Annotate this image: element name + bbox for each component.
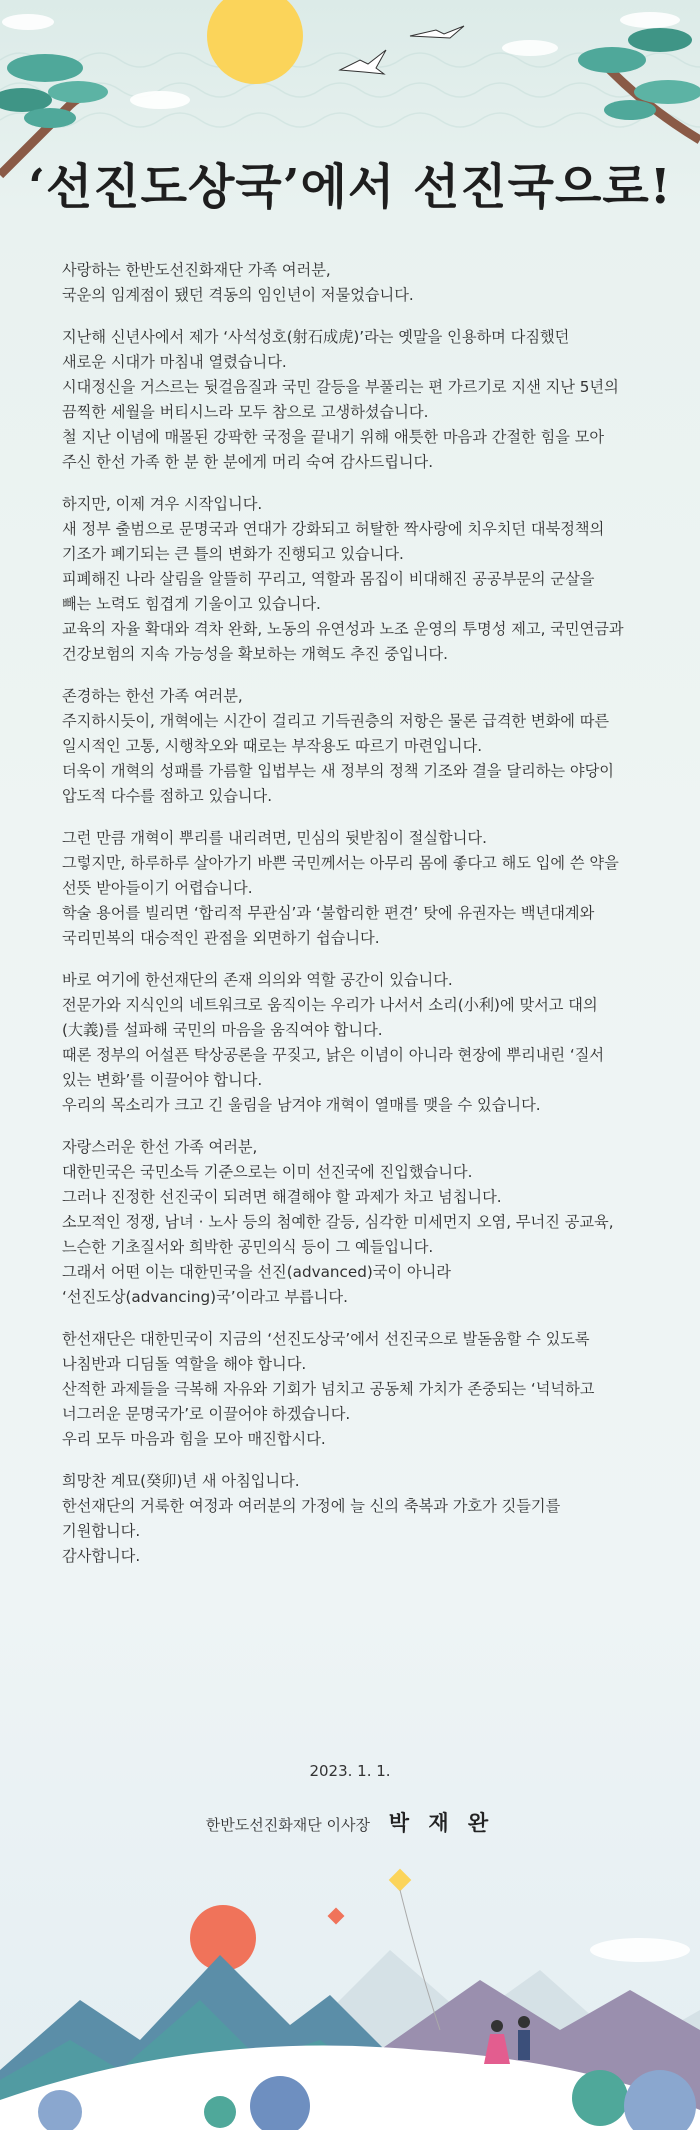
letter-paragraph [62, 492, 652, 667]
letter-body [62, 258, 652, 1586]
letter-paragraph [62, 258, 652, 308]
letter-paragraph [62, 968, 652, 1118]
headline: ‘선진도상국’에서 선진국으로! [28, 159, 672, 215]
letter-line: 자랑스러운 한선 가족 여러분, [62, 1138, 258, 1156]
crane-icon [340, 26, 464, 74]
letter-line: 한선재단은 대한민국이 지금의 ‘선진도상국’에서 선진국으로 발돋움할 수 있도록 [62, 1330, 590, 1348]
letter-line: 일시적인 고통, 시행착오와 때로는 부작용도 따르기 마련입니다. [62, 737, 483, 755]
letter-line: 우리의 목소리가 크고 긴 울림을 남겨야 개혁이 열매를 맺을 수 있습니다. [62, 1096, 541, 1114]
letter-line: 더욱이 개혁의 성패를 가름할 입법부는 새 정부의 정책 기조와 결을 달리하는 야당이 [62, 762, 614, 780]
letter-paragraph [62, 1469, 652, 1569]
letter-line: 교육의 자율 확대와 격차 완화, 노동의 유연성과 노조 운영의 투명성 제고, 국민연금과 [62, 620, 624, 638]
letter-line: 지난해 신년사에서 제가 ‘사석성호(射石成虎)’라는 옛말을 인용하며 다짐했던 [62, 328, 570, 346]
letter-line: 그래서 어떤 이는 대한민국을 선진(advanced)국이 아니라 [62, 1263, 451, 1281]
letter-line: 새 정부 출범으로 문명국과 연대가 강화되고 허탈한 짝사랑에 치우치던 대북정책의 [62, 520, 605, 538]
letter-line: 바로 여기에 한선재단의 존재 의의와 역할 공간이 있습니다. [62, 971, 453, 989]
letter-line: 주신 한선 가족 한 분 한 분에게 머리 숙여 감사드립니다. [62, 453, 434, 471]
letter-line: 빼는 노력도 힘겹게 기울이고 있습니다. [62, 595, 321, 613]
letter-line: 건강보험의 지속 가능성을 확보하는 개혁도 추진 중입니다. [62, 645, 448, 663]
letter-line: 피폐해진 나라 살림을 알뜰히 꾸리고, 역할과 몸집이 비대해진 공공부문의 군살을 [62, 570, 595, 588]
letter-line: 있는 변화’를 이끌어야 합니다. [62, 1071, 263, 1089]
letter-line: 사랑하는 한반도선진화재단 가족 여러분, [62, 261, 331, 279]
signature-title: 한반도선진화재단 이사장 [205, 1816, 370, 1834]
pine-tree-right-icon [578, 28, 700, 140]
letter-line: 존경하는 한선 가족 여러분, [62, 687, 243, 705]
letter-line: 새로운 시대가 마침내 열렸습니다. [62, 353, 287, 371]
letter-line: 기조가 폐기되는 큰 틀의 변화가 진행되고 있습니다. [62, 545, 404, 563]
letter-line: 대한민국은 국민소득 기준으로는 이미 선진국에 진입했습니다. [62, 1163, 473, 1181]
letter-paragraph [62, 1327, 652, 1452]
letter-line: 압도적 다수를 점하고 있습니다. [62, 787, 273, 805]
letter-line: 기원합니다. [62, 1522, 141, 1540]
letter-line: 때론 정부의 어설픈 탁상공론을 꾸짖고, 낡은 이념이 아니라 현장에 뿌리내린 ‘질서 [62, 1046, 605, 1064]
letter-paragraph [62, 325, 652, 475]
letter-line: 그런 만큼 개혁이 뿌리를 내리려면, 민심의 뒷받침이 절실합니다. [62, 829, 487, 847]
footer-scenery [0, 1850, 700, 2130]
letter-line: 선뜻 받아들이기 어렵습니다. [62, 879, 253, 897]
letter-line: 전문가와 지식인의 네트워크로 움직이는 우리가 나서서 소리(小利)에 맞서고 대의 [62, 996, 598, 1014]
letter-line: 시대정신을 거스르는 뒷걸음질과 국민 갈등을 부풀리는 편 가르기로 지샌 지난 5년의 [62, 378, 619, 396]
letter-line: 그러나 진정한 선진국이 되려면 해결해야 할 과제가 차고 넘칩니다. [62, 1188, 502, 1206]
letter-line: 끔찍한 세월을 버티시느라 모두 참으로 고생하셨습니다. [62, 403, 429, 421]
letter-line: 하지만, 이제 겨우 시작입니다. [62, 495, 263, 513]
signature-name: 박 재 완 [388, 1810, 495, 1835]
letter-line: 느슨한 기초질서와 희박한 공민의식 등이 그 예들입니다. [62, 1238, 434, 1256]
letter-line: 그렇지만, 하루하루 살아가기 바쁜 국민께서는 아무리 몸에 좋다고 해도 입에 쓴 약을 [62, 854, 619, 872]
sun-icon [207, 0, 303, 84]
letter-line: 우리 모두 마음과 힘을 모아 매진합시다. [62, 1430, 326, 1448]
letter-paragraph [62, 826, 652, 951]
letter-line: 학술 용어를 빌리면 ‘합리적 무관심’과 ‘불합리한 편견’ 탓에 유권자는 백년대계와 [62, 904, 595, 922]
letter-line: 철 지난 이념에 매몰된 강팍한 국정을 끝내기 위해 애틋한 마음과 간절한 힘을 모아 [62, 428, 605, 446]
letter-paragraph [62, 1135, 652, 1310]
footer-illustration [0, 1850, 700, 2130]
letter-line: (大義)를 설파해 국민의 마음을 움직여야 합니다. [62, 1021, 383, 1039]
letter-line: 나침반과 디딤돌 역할을 해야 합니다. [62, 1355, 307, 1373]
letter-line: 너그러운 문명국가’로 이끌어야 하겠습니다. [62, 1405, 351, 1423]
letter-line: 국리민복의 대승적인 관점을 외면하기 쉽습니다. [62, 929, 380, 947]
letter-date: 2023. 1. 1. [309, 1762, 391, 1780]
signature [0, 1807, 700, 1837]
letter-line: 희망찬 계묘(癸卯)년 새 아침입니다. [62, 1472, 300, 1490]
letter-line: 한선재단의 거룩한 여정과 여러분의 가정에 늘 신의 축복과 가호가 깃들기를 [62, 1497, 561, 1515]
letter-line: 산적한 과제들을 극복해 자유와 기회가 넘치고 공동체 가치가 존중되는 ‘넉넉하고 [62, 1380, 595, 1398]
letter-paragraph [62, 684, 652, 809]
letter-line: ‘선진도상(advancing)국’이라고 부릅니다. [62, 1288, 348, 1306]
letter-line: 국운의 임계점이 됐던 격동의 임인년이 저물었습니다. [62, 286, 414, 304]
letter-line: 감사합니다. [62, 1547, 141, 1565]
letter-line: 소모적인 정쟁, 남녀 · 노사 등의 첨예한 갈등, 심각한 미세먼지 오염, 무너진 공교육, [62, 1213, 614, 1231]
letter-line: 주지하시듯이, 개혁에는 시간이 걸리고 기득권층의 저항은 물론 급격한 변화에 따른 [62, 712, 610, 730]
